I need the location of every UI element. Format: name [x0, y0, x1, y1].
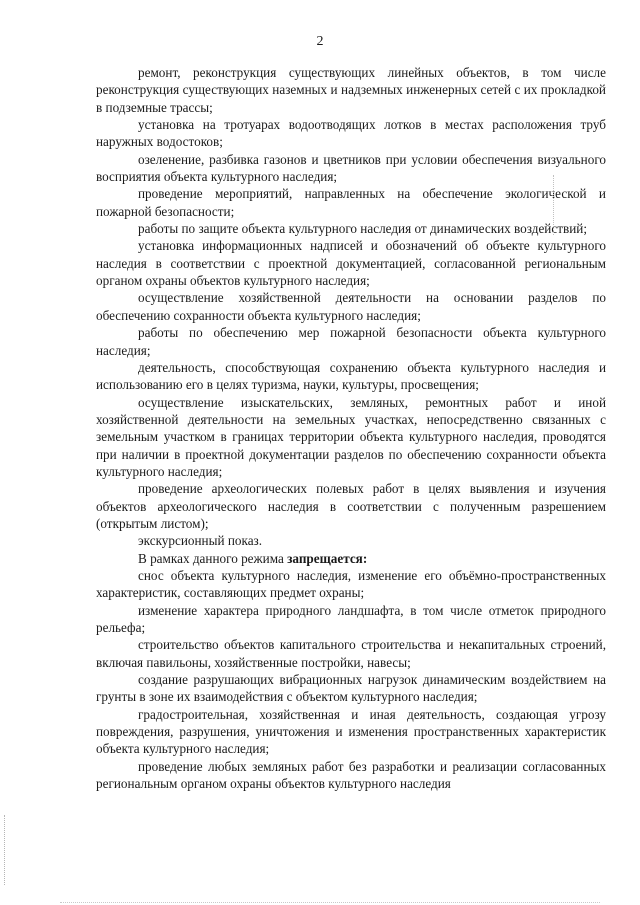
- paragraph: снос объекта культурного наследия, изменение его объёмно-пространственных характеристик, составляющих предмет охраны;: [96, 567, 606, 601]
- paragraph: установка на тротуарах водоотводящих лотков в местах расположения труб наружных водостоков;: [96, 117, 606, 150]
- paragraph: озеленение, разбивка газонов и цветников при условии обеспечения визуального восприятия объекта культурного наследия;: [96, 151, 606, 185]
- prohibited-label: запрещается:: [287, 550, 368, 566]
- paragraph: создание разрушающих вибрационных нагрузок динамическим воздействием на грунты в зоне их взаимодействия с объектом культурного наследия;: [96, 672, 606, 705]
- paragraph: изменение характера природного ландшафта, в том числе отметок природного рельефа;: [96, 602, 606, 635]
- scan-bottom-artifact: [60, 902, 600, 903]
- paragraph: градостроительная, хозяйственная и иная деятельность, создающая угрозу повреждения, разрушения, уничтожения и изменения пространственных характеристик объекта культурного наследия;: [96, 706, 606, 757]
- paragraph: проведение мероприятий, направленных на обеспечение экологической и пожарной безопасности;: [96, 186, 606, 219]
- paragraph: деятельность, способствующая сохранению объекта культурного наследия и использованию его в целях туризма, науки, культуры, просвещения;: [96, 359, 606, 393]
- paragraph: строительство объектов капитального строительства и некапитальных строений, включая павильоны, хозяйственные постройки, навесы;: [96, 637, 606, 670]
- paragraph: экскурсионный показ.: [138, 533, 263, 549]
- document-body: [96, 64, 606, 792]
- scan-artifact: [553, 175, 555, 235]
- scan-edge-artifact: [4, 815, 6, 885]
- paragraph-lead: В рамках данного режима: [138, 550, 288, 566]
- paragraph: работы по защите объекта культурного наследия от динамических воздействий;: [138, 221, 587, 237]
- paragraph: ремонт, реконструкция существующих линейных объектов, в том числе реконструкция существующих наземных и надземных инженерных сетей с их прокладкой в подземные трассы;: [96, 65, 606, 115]
- paragraph: проведение археологических полевых работ в целях выявления и изучения объектов археологического наследия в соответствии с полученным разрешением (открытым листом);: [96, 481, 606, 531]
- paragraph: осуществление изыскательских, земляных, ремонтных работ и иной хозяйственной деятельности на земельных участках, непосредственно связанных с земельным участком в границах территории объекта культурного наследия, проводятся при наличии в проектной документации разделов по обеспечению сохранности объекта культурного наследия;: [96, 394, 606, 479]
- paragraph-prohibited-heading: [96, 550, 606, 567]
- page-number: 2: [316, 34, 324, 49]
- paragraph: проведение любых земляных работ без разработки и реализации согласованных региональным органом охраны объектов культурного наследия: [96, 758, 606, 792]
- paragraph: работы по обеспечению мер пожарной безопасности объекта культурного наследия;: [96, 325, 606, 358]
- paragraph: осуществление хозяйственной деятельности на основании разделов по обеспечению сохранности объекта культурного наследия;: [96, 290, 606, 323]
- paragraph: установка информационных надписей и обозначений об объекте культурного наследия в соответствии с проектной документацией, согласованной региональным органом охраны объектов культурного наследия;: [96, 238, 606, 289]
